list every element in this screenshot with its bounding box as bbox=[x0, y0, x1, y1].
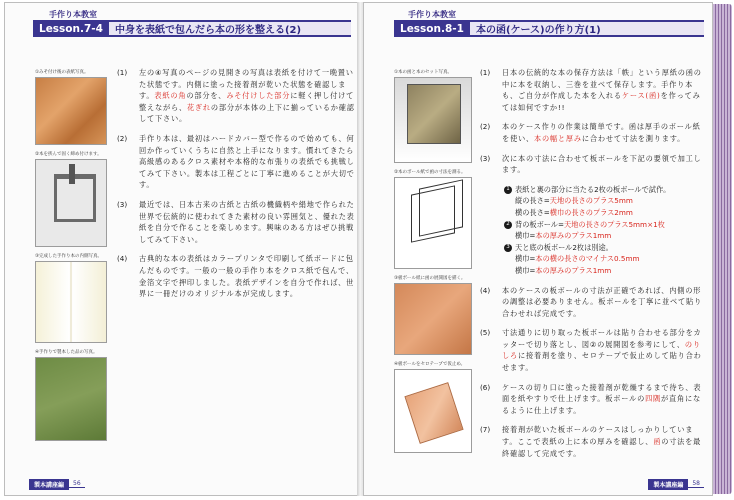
paragraph-number: (2) bbox=[480, 122, 491, 132]
left-text-column bbox=[117, 67, 355, 308]
paragraph-text bbox=[139, 67, 355, 125]
numbered-bullet-icon: 1 bbox=[504, 186, 512, 194]
list-item bbox=[504, 242, 708, 277]
paragraph bbox=[117, 133, 355, 191]
list-line bbox=[515, 230, 665, 242]
paragraph bbox=[117, 67, 355, 125]
paragraph bbox=[480, 424, 708, 459]
highlight-text: 天地の長さのプラス5mm×1枚 bbox=[564, 219, 665, 229]
paragraph-number: (7) bbox=[480, 425, 491, 435]
lesson-title-bar bbox=[394, 20, 704, 37]
paragraph-text bbox=[502, 327, 708, 373]
photo-caption: ②本を挟んで固く締め付けます。 bbox=[35, 152, 102, 157]
body-text: 寸法通りに切り取った板ボールは貼り合わせる部分をカッターで切り落とし、図②の展開図を参考にして、 bbox=[502, 328, 702, 349]
page-edges bbox=[712, 4, 732, 494]
body-text: の寸法を最終確認して完成です。 bbox=[502, 437, 702, 458]
list-line bbox=[515, 219, 665, 231]
photo-4 bbox=[35, 349, 107, 441]
body-text: の部分が本体の上下に揃っているか確認して下さい。 bbox=[139, 102, 355, 124]
paragraph-text bbox=[502, 382, 708, 417]
photo-3 bbox=[35, 253, 107, 343]
paragraph-text bbox=[139, 133, 355, 191]
paragraph-text bbox=[502, 121, 708, 144]
right-page bbox=[363, 2, 713, 496]
photo-1 bbox=[394, 69, 472, 163]
body-text: に接着剤を塗り、セロテープで仮止めして貼り合わせます。 bbox=[502, 351, 702, 373]
body-text: 本のケースの板ボールの寸法が正確であれば、内側の形の調整は必要ありません。板ボールを丁寧に並べて貼り合わせれば完成です。 bbox=[502, 285, 702, 318]
paragraph bbox=[480, 153, 708, 176]
body-text: 手作り本は、最初はハードカバー型で作るので始めても、何回か作っていくうちに自然と上手になります。慣れてきたら高級感のあるクロス素材や本格的な布張りの表紙でも挑戦してみて下さい。製本は工程ごとに丁寧に進めることが大切です。 bbox=[139, 133, 355, 190]
body-text: に合わせて寸法を測ります。 bbox=[581, 133, 686, 143]
list-line bbox=[515, 195, 670, 207]
lesson-number: Lesson.8-1 bbox=[394, 22, 470, 35]
body-text: 接着剤が乾いた板ボールのケースはしっかりしています。ここで表紙の上に本の厚みを確認し、 bbox=[502, 425, 694, 447]
series-label: 手作り本教室 bbox=[49, 10, 97, 19]
page-footer bbox=[29, 479, 85, 489]
paragraph-number: (3) bbox=[480, 153, 491, 163]
numbered-bullet-icon: 3 bbox=[504, 244, 512, 252]
photo-caption: ①本の函と本のセット写真。 bbox=[394, 70, 453, 75]
highlight-text: 天地の長さのプラス5mm bbox=[549, 196, 633, 206]
paragraph-number: (3) bbox=[117, 199, 128, 209]
photo-caption: ④板ボールをセロテープで仮止め。 bbox=[394, 362, 466, 367]
highlight-text: 本の厚みのプラス1mm bbox=[535, 265, 612, 275]
list-item bbox=[504, 184, 708, 219]
left-page bbox=[4, 2, 359, 496]
body-text: 本のケース作りの作業は簡単です。函は厚手のボール紙を使い、 bbox=[502, 122, 701, 143]
series-label: 手作り本教室 bbox=[408, 10, 456, 19]
paragraph-text bbox=[139, 199, 355, 245]
body-text: が直角になるように仕上げます。 bbox=[502, 394, 701, 415]
list-item-body bbox=[515, 242, 639, 277]
lesson-title-bar bbox=[33, 20, 351, 37]
list-item-body bbox=[515, 219, 665, 242]
body-text: 日本の伝統的な本の保存方法は「帙」という厚紙の函の中に本を収納し、三巻を並べて保存します。手作り本も、ご自分が作成した本を入れる bbox=[502, 68, 702, 101]
highlight-text: 横巾の長さのプラス2mm bbox=[549, 207, 633, 217]
dimension-list bbox=[502, 184, 708, 277]
page-footer bbox=[648, 479, 704, 489]
paragraph bbox=[480, 285, 708, 320]
paragraph-text bbox=[139, 253, 355, 299]
numbered-bullet-icon: 2 bbox=[504, 221, 512, 229]
highlight-text: 本の幅と厚み bbox=[533, 133, 582, 143]
paragraph-number: (1) bbox=[117, 68, 128, 77]
list-line bbox=[515, 184, 670, 196]
photo-2 bbox=[394, 169, 472, 269]
body-text: 天と底の板ボール2枚は別途。 bbox=[515, 242, 613, 252]
photo-caption: ③完成した手作り本の内側写真。 bbox=[35, 254, 103, 259]
paragraph bbox=[117, 199, 355, 245]
highlight-text: 本の厚みのプラス1mm bbox=[535, 231, 612, 241]
body-text: 横巾= bbox=[515, 231, 536, 241]
highlight-text: ケース(函) bbox=[621, 91, 661, 101]
green-book-photo bbox=[35, 357, 107, 441]
taped-case-photo bbox=[394, 369, 472, 453]
photo-column bbox=[394, 69, 472, 459]
highlight-text: 本の横の長さのマイナス0.5mm bbox=[535, 254, 640, 264]
paragraph-number: (5) bbox=[480, 328, 491, 338]
body-text: 左の④写真のページの見開きの写真は表紙を付けて一晩置いた状態です。内側に塗った接着剤が乾いた状態を確認します。 bbox=[139, 68, 354, 101]
highlight-text: 函 bbox=[653, 437, 662, 447]
photo-3 bbox=[394, 275, 472, 355]
body-text: を作ってみては如何ですか!! bbox=[502, 91, 701, 112]
paragraph-text bbox=[502, 153, 708, 176]
paragraph-number: (4) bbox=[480, 285, 491, 295]
photo-caption: ①みそ付け後の表紙写真。 bbox=[35, 70, 89, 75]
body-text: 次に本の寸法に合わせて板ボールを下記の要領で加工します。 bbox=[502, 153, 702, 175]
body-text: 横の長さ= bbox=[515, 207, 550, 217]
lesson-number: Lesson.7-4 bbox=[33, 22, 109, 35]
paragraph-number: (4) bbox=[117, 254, 128, 264]
open-book-photo bbox=[35, 261, 107, 343]
paragraph bbox=[480, 382, 708, 417]
body-text: 横巾= bbox=[515, 254, 536, 264]
paragraph-number: (2) bbox=[117, 133, 128, 143]
paragraph-text bbox=[502, 424, 708, 459]
paragraph bbox=[480, 121, 708, 144]
paragraph bbox=[117, 253, 355, 299]
photo-caption: ④手作りで製本した品の写真。 bbox=[35, 350, 98, 355]
photo-1 bbox=[35, 69, 107, 145]
paragraph bbox=[480, 67, 708, 113]
book-press-photo bbox=[35, 159, 107, 247]
page-number: 58 bbox=[688, 480, 704, 488]
photo-column bbox=[35, 69, 107, 447]
body-text: 横巾= bbox=[515, 265, 536, 275]
cardboard-photo bbox=[394, 283, 472, 355]
body-text: 背の板ボール= bbox=[515, 219, 565, 229]
body-text: に軽く押し付けて整えながら、 bbox=[139, 91, 355, 112]
body-text: 表紙と裏の部分に当たる2枚の板ボールで試作。 bbox=[515, 184, 671, 194]
body-text: 最近では、日本古来の古紙と古紙の機織柄や絹地で作られた世界で伝統的に使われてきた素材の良い雰囲気と、優れた表紙を自分で作ることを楽しめます。興味のある方はぜひ挑戦してみて下さい。 bbox=[139, 199, 355, 244]
footer-tag: 製本講座編 bbox=[29, 479, 69, 490]
paragraph-text bbox=[502, 67, 708, 113]
photo-4 bbox=[394, 361, 472, 453]
highlight-text: みそ付けした部分 bbox=[226, 91, 291, 101]
lesson-title: 中身を表紙で包んだら本の形を整える(2) bbox=[114, 25, 302, 36]
list-line bbox=[515, 242, 639, 254]
case-diagram bbox=[394, 177, 472, 269]
list-line bbox=[515, 253, 639, 265]
wood-cover-photo bbox=[35, 77, 107, 145]
list-item bbox=[504, 219, 708, 242]
list-item-body bbox=[515, 184, 670, 219]
body-text: 縦の長さ= bbox=[515, 196, 550, 206]
highlight-text: 四隅 bbox=[645, 394, 662, 404]
list-line bbox=[515, 265, 639, 277]
highlight-text: のりしろ bbox=[502, 339, 701, 361]
paragraph bbox=[480, 327, 708, 373]
photo-2 bbox=[35, 151, 107, 247]
paragraph-number: (1) bbox=[480, 68, 491, 77]
book-case-photo bbox=[394, 77, 472, 163]
list-line bbox=[515, 207, 670, 219]
paragraph-text bbox=[502, 285, 708, 320]
paragraph-number: (6) bbox=[480, 382, 491, 392]
body-text: の部分を、 bbox=[186, 91, 227, 101]
body-text: 古典的な本の表紙はカラープリンタで印刷して紙ボードに包んだものです。一般の一般の手作り本をクロス紙で包んで、金箔文字で押印しました。表紙デザインを自分で作れば、世界に一冊だけのオリジナル本が完成します。 bbox=[139, 254, 355, 299]
highlight-text: 表紙の角 bbox=[154, 91, 187, 101]
photo-caption: ③板ボール紙に函の展開図を描く。 bbox=[394, 276, 466, 281]
body-text: ケースの切り口に塗った接着剤が乾燥するまで待ち、表面を紙やすりで仕上げます。板ボールの bbox=[502, 382, 702, 404]
lesson-title: 本の函(ケース)の作り方(1) bbox=[475, 25, 601, 36]
highlight-text: 花ぎれ bbox=[186, 102, 211, 112]
footer-tag: 製本講座編 bbox=[648, 479, 688, 490]
right-text-column bbox=[480, 67, 708, 467]
page-number: 56 bbox=[69, 480, 85, 488]
photo-caption: ②本のボール紙で函の寸法を測る。 bbox=[394, 170, 466, 175]
